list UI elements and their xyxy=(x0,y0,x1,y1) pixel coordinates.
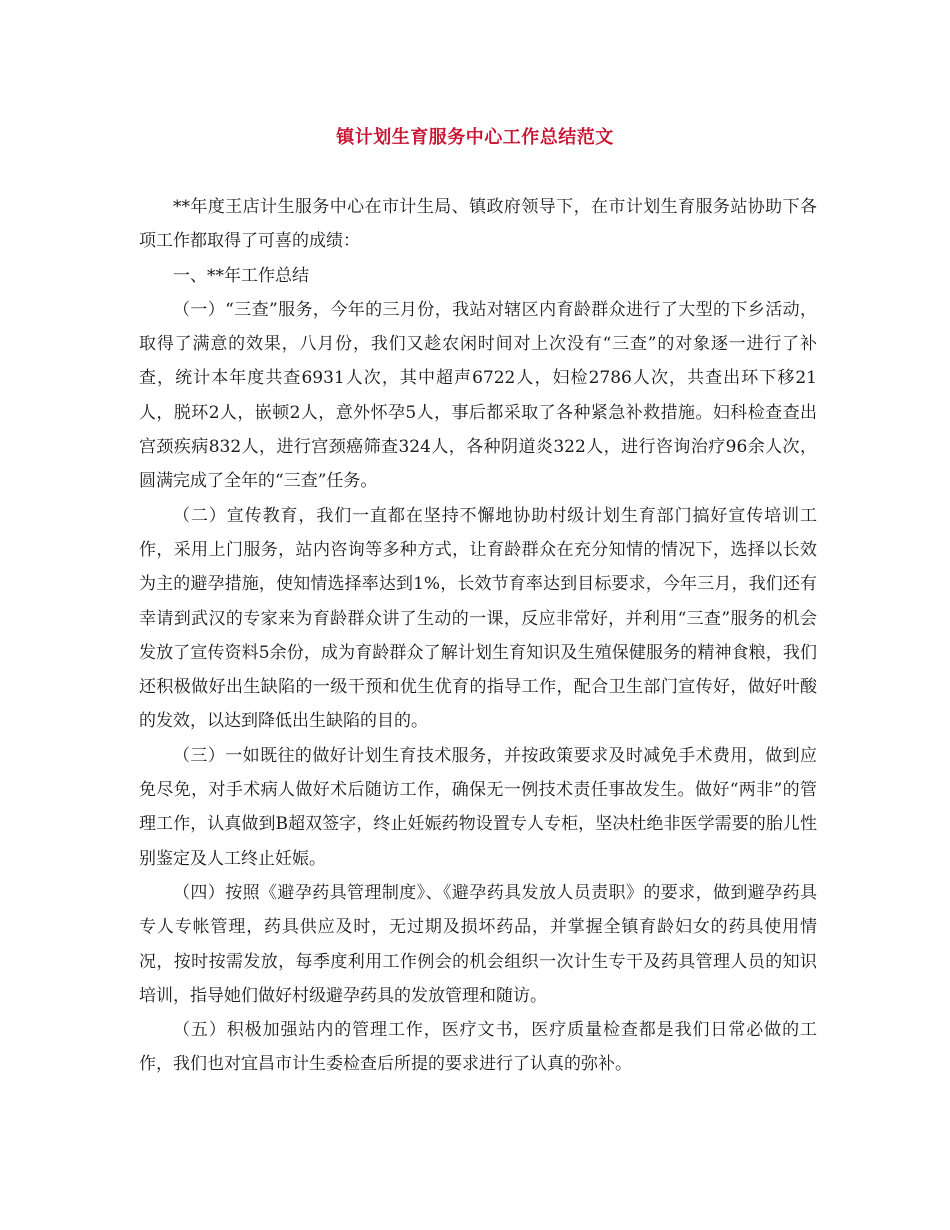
paragraph-contraceptive-management: （四）按照《避孕药具管理制度》、《避孕药具发放人员责职》的要求，做到避孕药具专人专帐管理，药具供应及时，无过期及损坏药品，并掌握全镇育龄妇女的药具使用情况，按时按需发放，每季度利用工作例会的机会组织一次计生专干及药具管理人员的知识培训，指导她们做好村级避孕药具的发放管理和随访。 xyxy=(139,882,817,1006)
intro-paragraph: **年度王店计生服务中心在市计生局、镇政府领导下，在市计划生育服务站协助下各项工作都取得了可喜的成绩： xyxy=(139,197,817,252)
document-body xyxy=(139,190,817,1082)
paragraph-technical-service: （三）一如既往的做好计划生育技术服务，并按政策要求及时减免手术费用，做到应免尽免，对手术病人做好术后随访工作，确保无一例技术责任事故发生。做好“两非”的管理工作，认真做到B超双签字，终止妊娠药物设置专人专柜，坚决杜绝非医学需要的胎儿性别鉴定及人工终止妊娠。 xyxy=(139,745,817,869)
document-title: 镇计划生育服务中心工作总结范文 xyxy=(336,127,614,148)
section-heading: 一、**年工作总结 xyxy=(173,265,309,286)
paragraph-three-checks: （一）“三查”服务，今年的三月份，我站对辖区内育龄群众进行了大型的下乡活动，取得了满意的效果，八月份，我们又趁农闲时间对上次没有“三查”的对象逐一进行了补查，统计本年度共查6931人次，其中超声6722人，妇检2786人次，共查出环下移21人，脱环2人，嵌顿2人，意外怀孕5人，事后都采取了各种紧急补救措施。妇科检查查出宫颈疾病832人，进行宫颈癌筛查324人，各种阴道炎322人，进行咨询治疗96余人次，圆满完成了全年的“三查”任务。 xyxy=(139,299,817,492)
paragraph-publicity-education: （二）宣传教育，我们一直都在坚持不懈地协助村级计划生育部门搞好宣传培训工作，采用上门服务，站内咨询等多种方式，让育龄群众在充分知情的情况下，选择以长效为主的避孕措施，使知情选择率达到1%，长效节育率达到目标要求，今年三月，我们还有幸请到武汉的专家来为育龄群众讲了生动的一课，反应非常好，并利用“三查”服务的机会发放了宣传资料5余份，成为育龄群众了解计划生育知识及生殖保健服务的精神食粮，我们还积极做好出生缺陷的一级干预和优生优育的指导工作，配合卫生部门宣传好，做好叶酸的发效，以达到降低出生缺陷的目的。 xyxy=(139,505,817,732)
paragraph-station-management: （五）积极加强站内的管理工作，医疗文书，医疗质量检查都是我们日常必做的工作，我们也对宜昌市计生委检查后所提的要求进行了认真的弥补。 xyxy=(139,1020,817,1075)
